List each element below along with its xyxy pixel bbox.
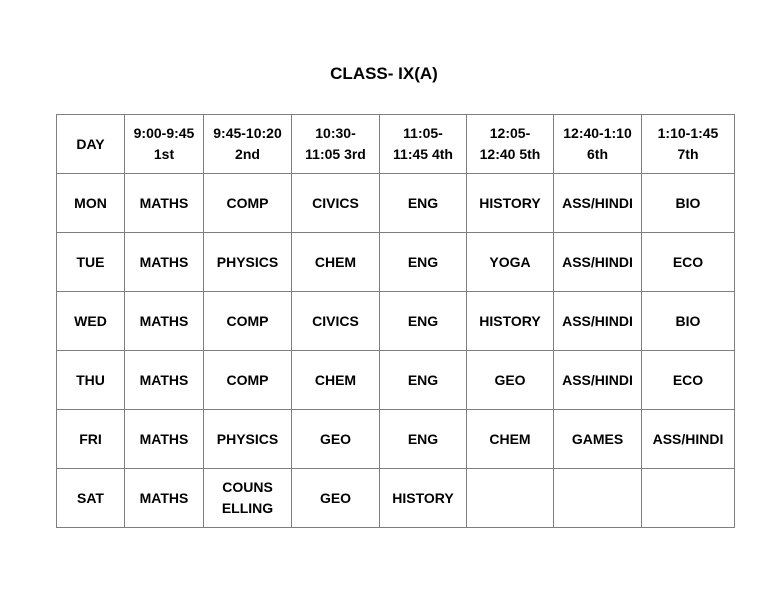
subject-cell: COMP xyxy=(204,351,292,410)
header-period-1: 9:00-9:45 1st xyxy=(125,115,204,174)
day-cell: THU xyxy=(57,351,125,410)
table-row xyxy=(57,292,735,351)
subject-cell: HISTORY xyxy=(467,292,554,351)
subject-cell: ENG xyxy=(380,410,467,469)
subject-cell: MATHS xyxy=(125,351,204,410)
subject-cell: COMP xyxy=(204,292,292,351)
subject-cell: CIVICS xyxy=(292,174,380,233)
subject-cell: BIO xyxy=(642,292,735,351)
table-row xyxy=(57,174,735,233)
table-row xyxy=(57,351,735,410)
subject-cell: MATHS xyxy=(125,233,204,292)
subject-cell: ECO xyxy=(642,233,735,292)
subject-cell: GEO xyxy=(292,469,380,528)
header-day: DAY xyxy=(57,115,125,174)
subject-cell: CHEM xyxy=(292,351,380,410)
subject-cell: COUNS ELLING xyxy=(204,469,292,528)
header-period-2: 9:45-10:20 2nd xyxy=(204,115,292,174)
subject-cell xyxy=(467,469,554,528)
day-cell: FRI xyxy=(57,410,125,469)
subject-cell: CHEM xyxy=(467,410,554,469)
subject-cell: GEO xyxy=(467,351,554,410)
subject-cell: MATHS xyxy=(125,410,204,469)
page-title: CLASS- IX(A) xyxy=(330,64,438,83)
table-row xyxy=(57,469,735,528)
subject-cell: MATHS xyxy=(125,292,204,351)
subject-cell: ASS/HINDI xyxy=(554,174,642,233)
subject-cell xyxy=(554,469,642,528)
table-row xyxy=(57,410,735,469)
day-cell: SAT xyxy=(57,469,125,528)
header-period-4: 11:05- 11:45 4th xyxy=(380,115,467,174)
subject-cell: CHEM xyxy=(292,233,380,292)
subject-cell: ASS/HINDI xyxy=(642,410,735,469)
subject-cell: HISTORY xyxy=(380,469,467,528)
subject-cell: BIO xyxy=(642,174,735,233)
subject-cell: ENG xyxy=(380,233,467,292)
header-period-3: 10:30- 11:05 3rd xyxy=(292,115,380,174)
subject-cell: ENG xyxy=(380,174,467,233)
header-row xyxy=(57,115,735,174)
subject-cell: CIVICS xyxy=(292,292,380,351)
timetable xyxy=(56,114,735,528)
table-row xyxy=(57,233,735,292)
day-cell: TUE xyxy=(57,233,125,292)
subject-cell: COMP xyxy=(204,174,292,233)
subject-cell: GAMES xyxy=(554,410,642,469)
subject-cell: PHYSICS xyxy=(204,410,292,469)
subject-cell: ENG xyxy=(380,292,467,351)
header-period-7: 1:10-1:45 7th xyxy=(642,115,735,174)
subject-cell: ASS/HINDI xyxy=(554,351,642,410)
subject-cell: ASS/HINDI xyxy=(554,233,642,292)
subject-cell: MATHS xyxy=(125,174,204,233)
header-period-6: 12:40-1:10 6th xyxy=(554,115,642,174)
day-cell: WED xyxy=(57,292,125,351)
subject-cell xyxy=(642,469,735,528)
header-period-5: 12:05- 12:40 5th xyxy=(467,115,554,174)
subject-cell: MATHS xyxy=(125,469,204,528)
subject-cell: PHYSICS xyxy=(204,233,292,292)
subject-cell: ENG xyxy=(380,351,467,410)
subject-cell: GEO xyxy=(292,410,380,469)
day-cell: MON xyxy=(57,174,125,233)
subject-cell: ASS/HINDI xyxy=(554,292,642,351)
subject-cell: HISTORY xyxy=(467,174,554,233)
subject-cell: YOGA xyxy=(467,233,554,292)
subject-cell: ECO xyxy=(642,351,735,410)
